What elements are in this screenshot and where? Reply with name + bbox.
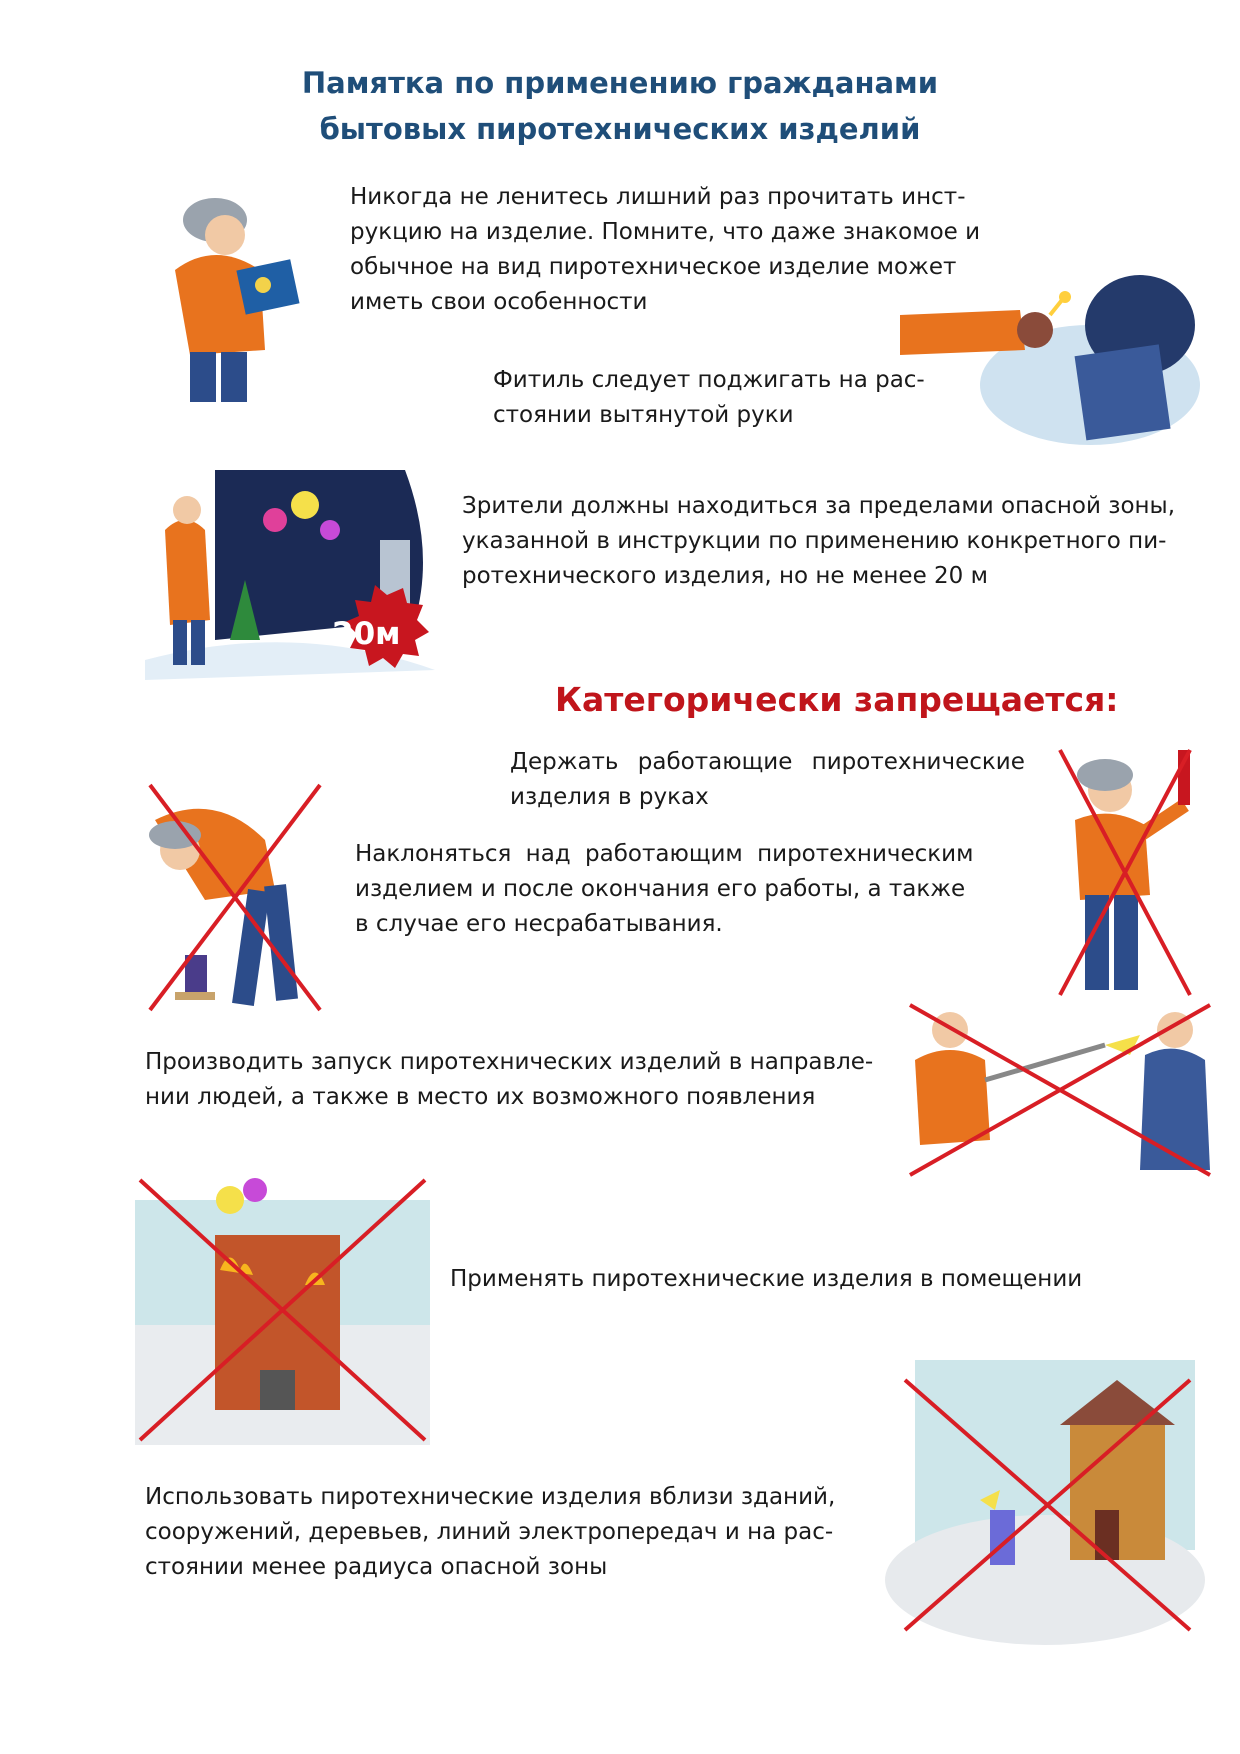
prohibited-item-3-line-1: Производить запуск пиротехнических изделий в направле-: [145, 1049, 874, 1075]
spectators-text: [462, 489, 1192, 594]
title-line-2: бытовых пиротехнических изделий: [319, 112, 921, 146]
instruction-line-1: Никогда не ленитесь лишний раз прочитать инст-: [350, 184, 966, 210]
firing-at-people-icon: [905, 1000, 1215, 1180]
prohibited-item-1-line-1: Держать работающие пиротехнические: [510, 749, 1025, 775]
person-reading-box-icon: [155, 180, 305, 405]
prohibited-heading: Категорически запрещается:: [555, 680, 1119, 719]
house-fireworks-icon: [885, 1360, 1205, 1645]
prohibited-item-5-line-3: стоянии менее радиуса опасной зоны: [145, 1554, 608, 1580]
distance-badge: 20м: [332, 616, 401, 652]
instruction-line-2: рукцию на изделие. Помните, что даже знакомое и: [350, 219, 981, 245]
burning-building-icon: [135, 1175, 430, 1445]
prohibited-item-1: [510, 745, 1030, 815]
spectators-line-3: ротехнического изделия, но не менее 20 м: [462, 563, 988, 589]
prohibited-item-2-line-3: в случае его несрабатывания.: [355, 911, 723, 937]
person-holding-firework-icon: [1050, 745, 1200, 1000]
prohibited-item-5: [145, 1480, 860, 1585]
hand-lighting-fuse-icon: [900, 255, 1200, 460]
fuse-text: [493, 363, 933, 433]
instruction-line-4: иметь свои особенности: [350, 289, 648, 315]
page-title: [0, 60, 1240, 152]
fuse-line-2: стоянии вытянутой руки: [493, 402, 794, 428]
prohibited-item-2-line-1: Наклоняться над работающим пиротехническим: [355, 841, 974, 867]
prohibited-item-1-line-2: изделия в руках: [510, 784, 709, 810]
prohibited-item-4-line-1: Применять пиротехнические изделия в помещении: [450, 1266, 1083, 1292]
prohibited-item-5-line-1: Использовать пиротехнические изделия вблизи зданий,: [145, 1484, 836, 1510]
prohibited-item-5-line-2: сооружений, деревьев, линий электропередач и на рас-: [145, 1519, 834, 1545]
prohibited-item-2: [355, 837, 975, 942]
fuse-line-1: Фитиль следует поджигать на рас-: [493, 367, 925, 393]
prohibited-item-4: [450, 1262, 1110, 1297]
prohibited-item-3: [145, 1045, 905, 1115]
title-line-1: Памятка по применению гражданами: [301, 66, 939, 100]
spectators-line-2: указанной в инструкции по применению конкретного пи-: [462, 528, 1167, 554]
spectators-line-1: Зрители должны находиться за пределами опасной зоны,: [462, 493, 1176, 519]
prohibited-item-2-line-2: изделием и после окончания его работы, а также: [355, 876, 966, 902]
instruction-line-3: обычное на вид пиротехническое изделие может: [350, 254, 957, 280]
person-bending-over-firework-icon: [145, 780, 325, 1015]
prohibited-item-3-line-2: нии людей, а также в место их возможного появления: [145, 1084, 816, 1110]
